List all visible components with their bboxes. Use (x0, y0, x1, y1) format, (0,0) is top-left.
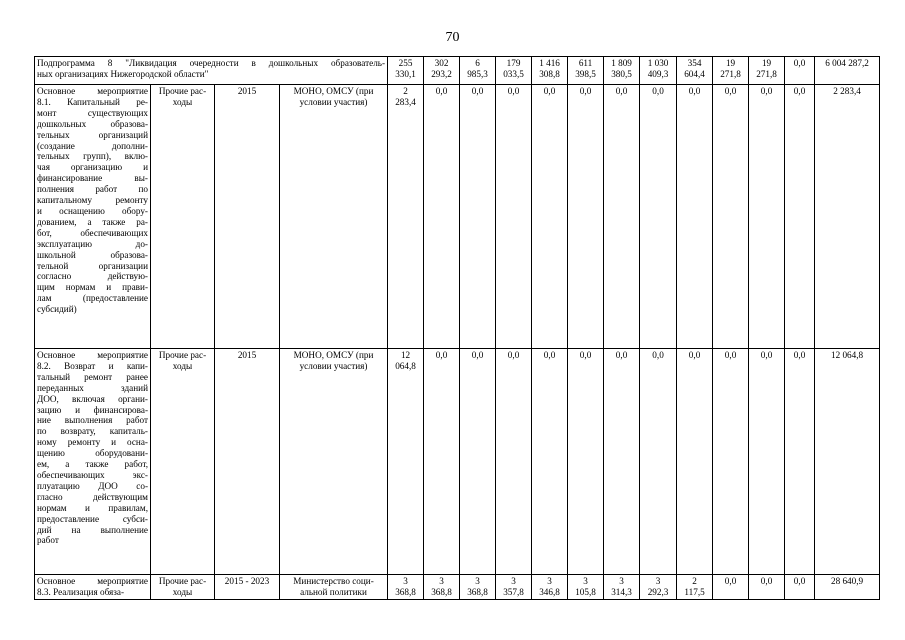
value-cell (785, 575, 815, 600)
measure-name-line: полнения работ по (37, 184, 148, 195)
value-line: 292,3 (647, 586, 669, 597)
measure-name-line: Основное мероприятие (37, 576, 148, 586)
executor-line: МОНО, ОМСУ (при (293, 350, 374, 360)
value-cell (496, 85, 532, 349)
value-line: 368,8 (431, 586, 452, 597)
subprogram-row (35, 57, 880, 85)
value-line: 293,2 (431, 68, 452, 79)
value-line: 0,0 (615, 86, 628, 96)
value-line: 1 809 (611, 58, 632, 68)
expense-category-line: Прочие рас- (158, 576, 207, 586)
value-cell (677, 85, 713, 349)
expense-category-line: ходы (172, 586, 193, 597)
value-cell (640, 85, 677, 349)
value-line: 2 (692, 576, 697, 586)
value-cell (388, 575, 424, 600)
measure-name-line: нормам и правилам, (37, 502, 148, 513)
executor (280, 349, 388, 575)
value-cell (496, 349, 532, 575)
value-line: 0,0 (760, 350, 773, 360)
measure-name-line: 8.2. Возврат и капи- (37, 360, 148, 371)
budget-table (34, 56, 880, 600)
value-line: 0,0 (760, 86, 773, 96)
measure-name-line: лам (предоставление (37, 293, 148, 304)
value-line: 033,5 (503, 68, 524, 79)
measure-name-line: зацию и финансирова- (37, 404, 148, 415)
executor-line: альной политики (300, 586, 367, 597)
value-cell (713, 349, 749, 575)
value-line: 0,0 (793, 350, 806, 360)
value-line: 064,8 (395, 360, 416, 371)
measure-name-line: тельных групп), вклю- (37, 151, 148, 162)
value-line: 179 (506, 58, 521, 68)
implementation-period: 2015 - 2023 (215, 575, 280, 600)
value-line: 1 416 (539, 58, 560, 68)
value-line: 3 (511, 576, 516, 586)
value-line: 0,0 (507, 86, 520, 96)
expense-category-line: Прочие рас- (158, 350, 207, 360)
value-line: 283,4 (395, 96, 416, 107)
value-line: 0,0 (471, 350, 484, 360)
value-line: 19 (761, 58, 772, 68)
value-line: 3 (439, 576, 444, 586)
measure-name-line: согласно действую- (37, 271, 148, 282)
measure-name-line: гласно действующим (37, 491, 148, 502)
value-line: 0,0 (435, 86, 448, 96)
value-cell (532, 575, 568, 600)
subprogram-title-line: Подпрограмма 8 "Ликвидация очередности в дошкольных образователь- (37, 58, 386, 68)
value-line: 3 (655, 576, 661, 586)
value-cell (785, 349, 815, 575)
measure-name-line: работ (37, 535, 59, 546)
implementation-period: 2015 (215, 349, 280, 575)
measure-name-line: дошкольных образова- (37, 118, 148, 129)
measure-name (35, 85, 151, 349)
value-line: 0,0 (652, 86, 664, 96)
value-cell (785, 85, 815, 349)
measure-name-line: предоставление субси- (37, 513, 148, 524)
measure-name-line: субсидий) (37, 304, 77, 315)
value-cell (568, 57, 604, 85)
value-cell (604, 85, 640, 349)
value-line: 985,3 (467, 68, 488, 79)
measure-name-line: финансирование вы- (37, 173, 148, 184)
total-cell: 28 640,9 (815, 575, 880, 600)
value-cell (640, 349, 677, 575)
value-cell (677, 349, 713, 575)
measure-name-line: тальный ремонт ранее (37, 371, 148, 382)
value-line: 354 (687, 58, 702, 68)
measure-name-line: дованием, а также ра- (37, 216, 148, 227)
measure-name-line: щим нормам и прави- (37, 282, 148, 293)
value-cell (460, 85, 496, 349)
expense-category-line: ходы (172, 96, 193, 107)
value-line: 0,0 (760, 576, 773, 586)
measure-name-line: обеспечивающих экс- (37, 469, 148, 480)
value-line: 314,3 (611, 586, 632, 597)
measure-name-line: 8.1. Капитальный ре- (37, 96, 148, 107)
executor-line: МОНО, ОМСУ (при (293, 86, 374, 96)
value-line: 0,0 (793, 576, 806, 586)
value-cell (568, 349, 604, 575)
value-line: 0,0 (688, 350, 701, 360)
value-cell (532, 57, 568, 85)
value-line: 0,0 (724, 576, 737, 586)
measure-name-line: ние выполнения работ (37, 415, 148, 426)
value-cell (749, 575, 785, 600)
value-line: 398,5 (575, 68, 596, 79)
value-line: 0,0 (471, 86, 484, 96)
value-cell (713, 57, 749, 85)
measure-name-line: переданных зданий (37, 382, 148, 393)
value-line: 346,8 (539, 586, 560, 597)
measure-name-line: эксплуатацию до- (37, 238, 148, 249)
measure-name-line: тельных организаций (37, 129, 148, 140)
value-line: 0,0 (724, 350, 737, 360)
value-cell (424, 575, 460, 600)
subprogram-title (35, 57, 388, 85)
value-cell (532, 85, 568, 349)
value-line: 1 030 (647, 58, 669, 68)
value-line: 271,8 (720, 68, 741, 79)
value-cell (749, 349, 785, 575)
value-cell (640, 57, 677, 85)
value-cell (604, 575, 640, 600)
value-line: 3 (547, 576, 552, 586)
value-cell (713, 85, 749, 349)
page-number: 70 (445, 30, 460, 45)
measure-row (35, 349, 880, 575)
measure-name-line: Основное мероприятие (37, 86, 148, 96)
measure-name-line: бот, обеспечивающих (37, 227, 148, 238)
value-line: 117,5 (684, 586, 705, 597)
measure-name-line: плуатацию ДОО со- (37, 480, 148, 491)
value-line: 12 (400, 350, 411, 360)
value-line: 2 (403, 86, 408, 96)
value-cell (460, 57, 496, 85)
value-line: 255 (398, 58, 413, 68)
value-cell (785, 57, 815, 85)
value-cell (424, 85, 460, 349)
measure-name-line: и оснащению обору- (37, 205, 148, 216)
value-line: 0,0 (652, 350, 664, 360)
value-line: 0,0 (615, 350, 628, 360)
value-cell (568, 575, 604, 600)
value-cell (424, 349, 460, 575)
value-cell (640, 575, 677, 600)
total-cell: 12 064,8 (815, 349, 880, 575)
value-line: 19 (725, 58, 736, 68)
value-cell (532, 349, 568, 575)
measure-name-line: (создание дополни- (37, 140, 148, 151)
executor-line: условии участия) (299, 96, 368, 107)
measure-name-line: капитальному ремонту (37, 195, 148, 206)
value-line: 3 (403, 576, 408, 586)
measure-name-line: по возврату, капиталь- (37, 426, 148, 437)
value-cell (424, 57, 460, 85)
value-cell (496, 575, 532, 600)
value-cell (388, 57, 424, 85)
value-line: 368,8 (467, 586, 488, 597)
subprogram-title-line: ных организациях Нижегородской области" (37, 68, 209, 79)
value-cell (677, 575, 713, 600)
value-cell (713, 575, 749, 600)
value-cell (604, 349, 640, 575)
value-line: 604,4 (684, 68, 705, 79)
value-line: 0,0 (435, 350, 448, 360)
value-line: 368,8 (395, 586, 416, 597)
value-cell (749, 57, 785, 85)
expense-category (151, 575, 215, 600)
value-cell (568, 85, 604, 349)
value-cell (460, 349, 496, 575)
value-line: 0,0 (688, 86, 701, 96)
value-line: 0,0 (579, 350, 592, 360)
value-line: 0,0 (579, 86, 592, 96)
expense-category (151, 349, 215, 575)
value-line: 271,8 (756, 68, 777, 79)
value-cell (677, 57, 713, 85)
value-line: 0,0 (793, 86, 806, 96)
executor-line: условии участия) (299, 360, 368, 371)
value-line: 3 (475, 576, 480, 586)
value-line: 302 (434, 58, 449, 68)
expense-category-line: ходы (172, 360, 193, 371)
measure-row (35, 575, 880, 600)
value-line: 308,8 (539, 68, 560, 79)
measure-name (35, 349, 151, 575)
value-line: 611 (578, 58, 593, 68)
value-line: 357,8 (503, 586, 524, 597)
value-line: 0,0 (793, 58, 806, 68)
measure-name-line: монт существующих (37, 107, 148, 118)
value-line: 330,1 (395, 68, 416, 79)
value-cell (496, 57, 532, 85)
executor (280, 575, 388, 600)
measure-name-line: щению оборудовани- (37, 448, 148, 459)
executor-line: Министерство соци- (293, 576, 374, 586)
value-line: 380,5 (611, 68, 632, 79)
total-cell: 2 283,4 (815, 85, 880, 349)
expense-category-line: Прочие рас- (158, 86, 207, 96)
implementation-period: 2015 (215, 85, 280, 349)
value-line: 6 (475, 58, 480, 68)
measure-name-line: школьной образова- (37, 249, 148, 260)
measure-name-line: дий на выполнение (37, 524, 148, 535)
value-cell (388, 349, 424, 575)
total-cell: 6 004 287,2 (815, 57, 880, 85)
value-line: 0,0 (724, 86, 737, 96)
value-cell (460, 575, 496, 600)
value-line: 0,0 (543, 350, 556, 360)
measure-name-line: тельной организации (37, 260, 148, 271)
measure-row (35, 85, 880, 349)
value-cell (604, 57, 640, 85)
value-line: 3 (583, 576, 588, 586)
value-line: 3 (619, 576, 624, 586)
value-line: 0,0 (543, 86, 556, 96)
value-line: 409,3 (647, 68, 669, 79)
value-line: 105,8 (575, 586, 596, 597)
measure-name-line: Основное мероприятие (37, 350, 148, 360)
value-cell (388, 85, 424, 349)
value-line: 0,0 (507, 350, 520, 360)
executor (280, 85, 388, 349)
measure-name-line: ДОО, включая органи- (37, 393, 148, 404)
measure-name (35, 575, 151, 600)
value-cell (749, 85, 785, 349)
measure-name-line: 8.3. Реализация обяза- (37, 586, 125, 597)
expense-category (151, 85, 215, 349)
measure-name-line: ному ремонту и осна- (37, 437, 148, 448)
measure-name-line: чая организацию и (37, 162, 148, 173)
measure-name-line: ем, а также работ, (37, 459, 148, 470)
